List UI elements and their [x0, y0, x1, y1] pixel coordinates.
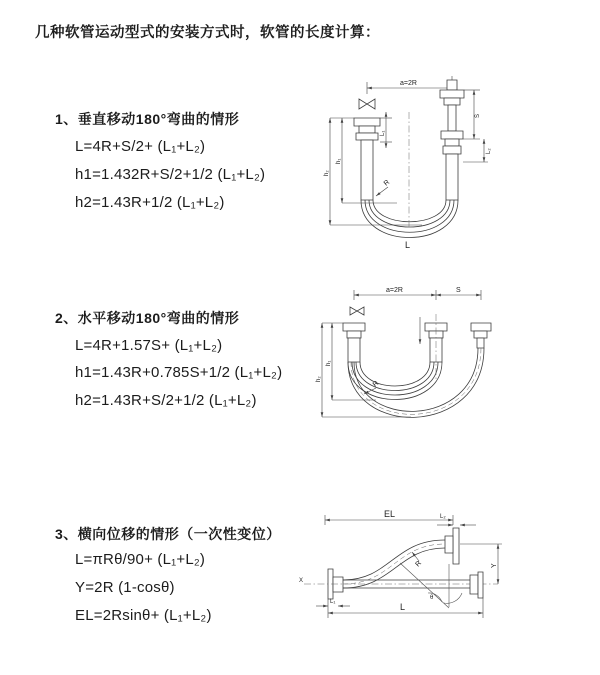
dim-s: [436, 287, 481, 300]
dim-l-label: L: [400, 602, 406, 612]
valve-icon: [350, 307, 364, 315]
dim-l1-label: L₁: [330, 599, 336, 605]
dim-h2-label: h₂: [324, 170, 330, 176]
braid-section: [361, 140, 373, 200]
section3-formula-EL: EL=2Rsinθ+ (L₁+L₂): [75, 607, 212, 624]
angle-theta: [400, 563, 462, 608]
dim-l: [328, 598, 483, 618]
dim-a2r-label: a=2R: [386, 287, 403, 294]
angle-theta-label: θ: [430, 595, 434, 601]
section1-formula-L: L=4R+S/2+ (L₁+L₂): [75, 138, 206, 155]
left-fitting: [343, 323, 365, 362]
left-fitting: [354, 118, 380, 200]
section2-heading: 2、水平移动180°弯曲的情形: [55, 310, 240, 326]
dim-s-label: S: [456, 287, 461, 294]
section3-formula-L: L=πRθ/90+ (L₁+L₂): [75, 551, 206, 568]
diagram-lateral-displacement: [292, 505, 592, 650]
dim-h1-label: h₁: [336, 158, 342, 164]
upper-flange: [445, 528, 459, 564]
section1-formula-h1: h1=1.432R+S/2+1/2 (L₁+L₂): [75, 166, 266, 183]
page-title: 几种软管运动型式的安装方式时，软管的长度计算：: [35, 25, 380, 41]
dim-l2-label: L₂: [440, 514, 446, 520]
dim-h2: [316, 323, 411, 417]
section2-formula-L: L=4R+1.57S+ (L₁+L₂): [75, 337, 223, 354]
hose-s-curve: [343, 540, 445, 588]
dim-a2r: [354, 287, 436, 300]
section2-formula-h1: h1=1.43R+0.785S+1/2 (L₁+L₂): [75, 364, 283, 381]
braid-section: [446, 154, 458, 200]
dim-h2-label: h₂: [316, 376, 322, 382]
valve-icon: [359, 99, 375, 109]
dim-a2r: [367, 76, 452, 94]
right-fitting: [440, 80, 464, 200]
radius-label: R: [371, 379, 381, 389]
diagram-horizontal-180-bend: [316, 286, 496, 451]
datum-mark: X: [299, 578, 304, 584]
radius-label: R: [382, 178, 392, 188]
braid-section: [348, 338, 360, 362]
dim-l1-label: L₁: [380, 130, 386, 136]
hose-u-displaced: [348, 348, 484, 417]
section1-formula-h2: h2=1.43R+1/2 (L₁+L₂): [75, 194, 225, 211]
hose-u-bend: [361, 200, 458, 238]
section2-formula-h2: h2=1.43R+S/2+1/2 (L₁+L₂): [75, 392, 257, 409]
dim-l2: [463, 139, 492, 162]
diagram-vertical-180-bend: [322, 72, 492, 254]
dim-el: [325, 509, 453, 525]
dim-l2: [437, 514, 476, 525]
dim-y-label: Y: [491, 563, 498, 568]
dim-l2-label: L₂: [486, 148, 492, 154]
dim-h1-label: h₁: [326, 360, 332, 366]
dim-s-label: S: [475, 113, 481, 118]
dim-l-label: L: [405, 240, 411, 250]
dim-el-label: EL: [384, 509, 396, 519]
dim-l1: [316, 599, 350, 606]
radius-label: R: [414, 559, 423, 569]
dim-a2r-label: a=2R: [400, 80, 417, 87]
lower-right-flange: [470, 572, 483, 598]
right-fitting: [471, 323, 491, 348]
radius-callout: [412, 552, 423, 568]
dim-l1: [380, 112, 392, 148]
section3-formula-Y: Y=2R (1-cosθ): [75, 579, 175, 596]
section1-heading: 1、垂直移动180°弯曲的情形: [55, 111, 240, 127]
dim-s: [463, 90, 481, 139]
radius-callout: [376, 179, 391, 196]
section3-heading: 3、横向位移的情形（一次性变位）: [55, 526, 281, 542]
